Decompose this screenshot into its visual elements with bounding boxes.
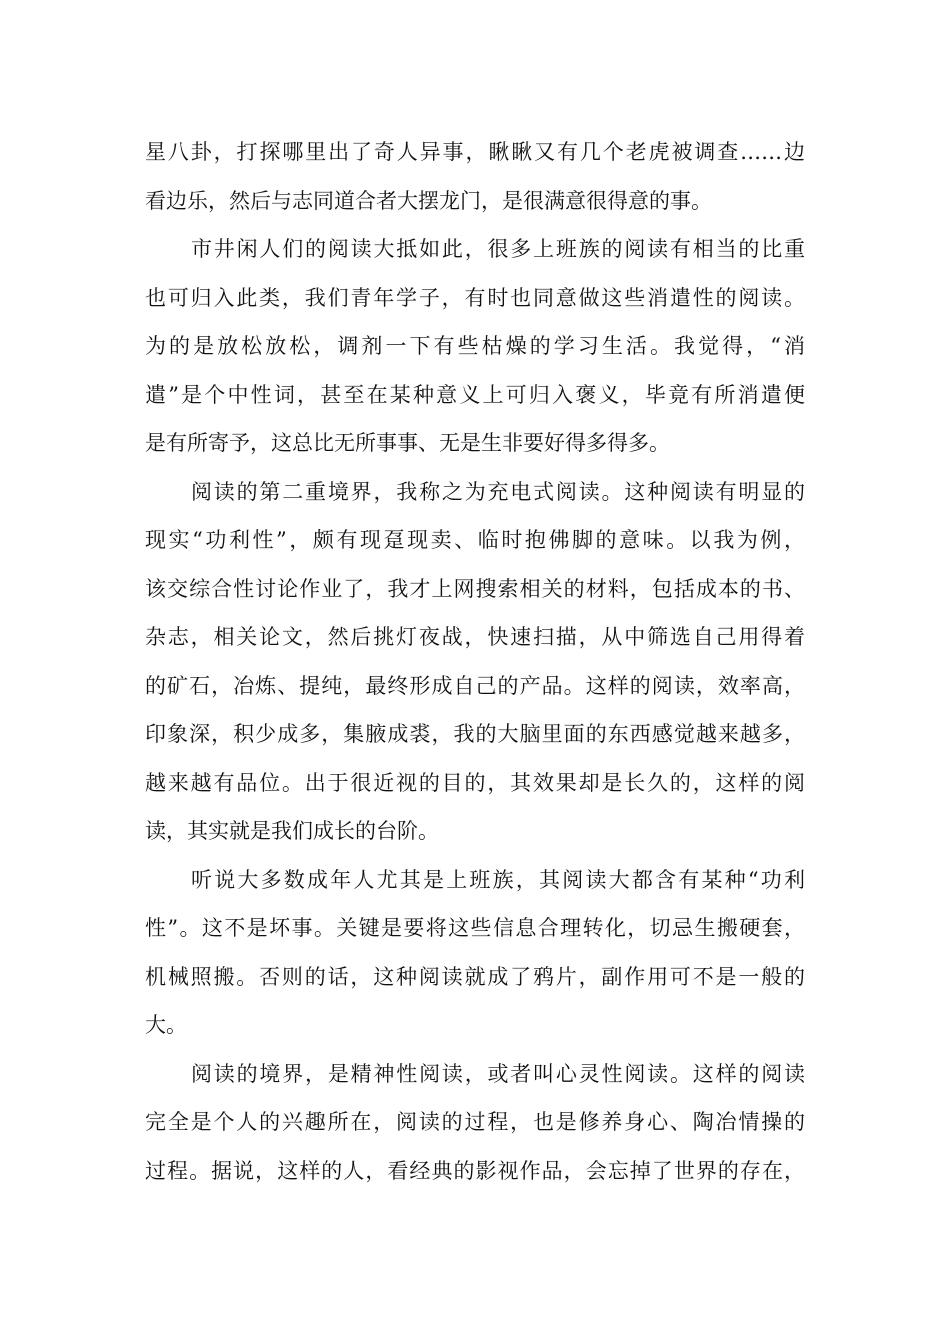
text-line: 也可归入此类，我们青年学子，有时也同意做这些消遣性的阅读。	[145, 285, 805, 310]
text-line: 现实“功利性”，颇有现趸现卖、临时抱佛脚的意味。以我为例，	[145, 528, 805, 552]
text-line: 读，其实就是我们成长的台阶。	[145, 819, 439, 843]
text-line: 过程。据说，这样的人，看经典的影视作品，会忘掉了世界的存在，	[145, 1158, 805, 1183]
text-line: 印象深，积少成多，集腋成裘，我的大脑里面的东西感觉越来越多，	[145, 722, 805, 746]
text-line: 听说大多数成年人尤其是上班族，其阅读大都含有某种“功利	[191, 867, 805, 892]
text-line: 阅读的第二重境界，我称之为充电式阅读。这种阅读有明显的	[191, 479, 805, 504]
text-line: 市井闲人们的阅读大抵如此，很多上班族的阅读有相当的比重	[191, 237, 805, 261]
text-line: 的矿石，冶炼、提纯，最终形成自己的产品。这样的阅读，效率高，	[145, 673, 805, 698]
text-line: 是有所寄予，这总比无所事事、无是生非要好得多得多。	[145, 431, 670, 455]
text-line: 该交综合性讨论作业了，我才上网搜索相关的材料，包括成本的书、	[145, 576, 805, 601]
text-line: 机械照搬。否则的话，这种阅读就成了鸦片，副作用可不是一般的	[145, 964, 805, 989]
text-line: 杂志，相关论文，然后挑灯夜战，快速扫描，从中筛选自己用得着	[145, 625, 805, 649]
text-line: 阅读的境界，是精神性阅读，或者叫心灵性阅读。这样的阅读	[191, 1061, 805, 1086]
text-line: 星八卦，打探哪里出了奇人异事，瞅瞅又有几个老虎被调查……边	[145, 140, 805, 164]
body-text	[145, 128, 805, 1195]
text-line: 为的是放松放松，调剂一下有些枯燥的学习生活。我觉得，“消	[145, 334, 805, 358]
text-line: 大。	[145, 1013, 187, 1037]
text-line: 看边乐，然后与志同道合者大摆龙门，是很满意很得意的事。	[145, 188, 712, 213]
text-line: 越来越有品位。出于很近视的目的，其效果却是长久的，这样的阅	[145, 770, 805, 795]
text-line: 完全是个人的兴趣所在，阅读的过程，也是修养身心、陶冶情操的	[145, 1110, 805, 1134]
text-line: 性”。这不是坏事。关键是要将这些信息合理转化，切忌生搬硬套，	[145, 916, 805, 940]
text-line: 遣”是个中性词，甚至在某种意义上可归入褒义，毕竟有所消遣便	[145, 382, 805, 407]
